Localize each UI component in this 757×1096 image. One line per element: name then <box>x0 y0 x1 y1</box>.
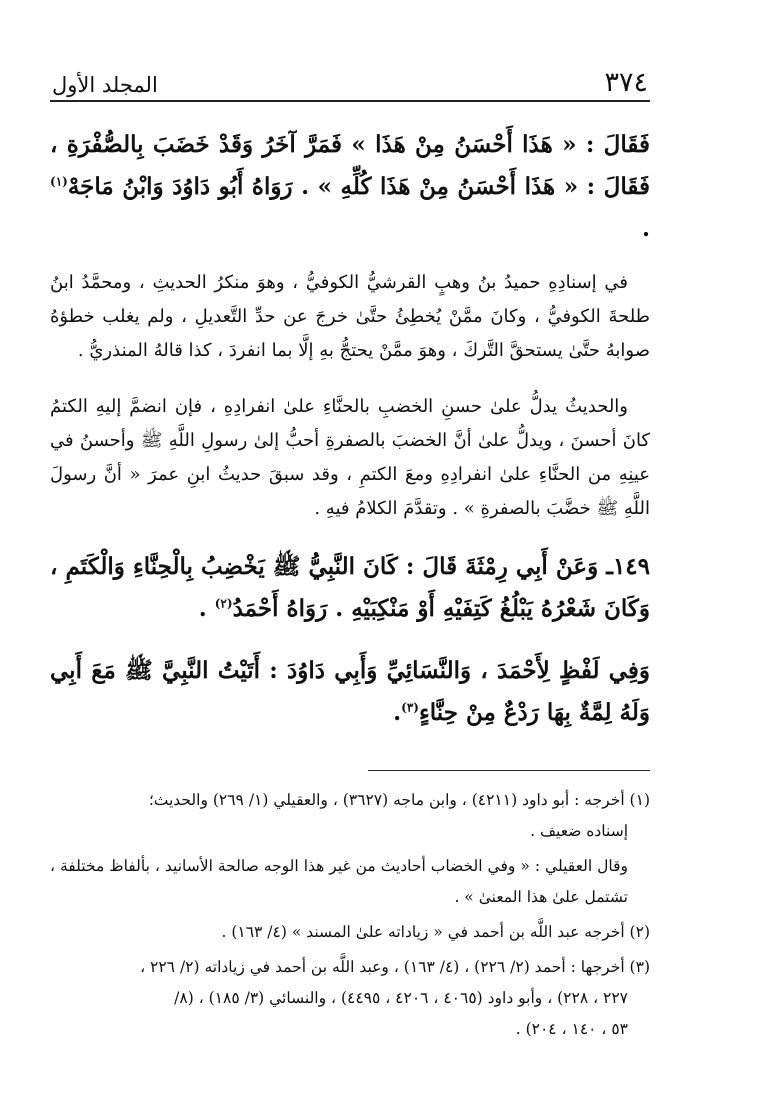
book-page <box>50 62 650 1072</box>
hadith-149-end: . <box>198 595 215 622</box>
page-header <box>50 62 650 102</box>
hadith-149-variant <box>50 650 650 734</box>
footnote-2: (٢) أخرجه عبد اللَّه بن أحمد في « زياداته علىٰ المسند » (٤/ ١٦٣) . <box>221 923 650 941</box>
hadith-148-ending <box>50 124 650 250</box>
footnote-3-line-1: (٣) أخرجها : أحمد (٢/ ٢٢٦) ، (٤/ ١٦٣) ، وعبد اللَّه بن أحمد في زياداته (٢/ ٢٢٦ ، <box>140 958 650 976</box>
hadith-148-end: . <box>641 215 650 242</box>
commentary-isnad: في إسنادِهِ حميدُ بنُ وهبٍ القرشيُّ الكوفيُّ ، وهوَ منكرُ الحديثِ ، ومحمَّدُ ابنُ طلحةَ الكوفيُّ ، وكانَ ممَّنْ يُخطِئُ حتَّىٰ خرجَ عن حدِّ التَّعديلِ ، ولم يغلب خطؤهُ صوابهُ حتَّىٰ يستحقَّ التَّركَ ، وهوَ ممَّنْ يحتجُّ بهِ إلَّا بما انفردَ ، كذا قالهُ المنذريُّ . <box>50 272 650 361</box>
footnote-3-line-3: ٥٣ ، ١٤٠ ، ٢٠٤) . <box>515 1020 628 1038</box>
hadith-149-variant-end: . <box>393 699 402 726</box>
footnote-1-line-2: إسناده ضعيف . <box>530 822 628 840</box>
hadith-149-text: ١٤٩ـ وَعَنْ أَبِي رِمْثَةَ قَالَ : كَانَ النَّبِيُّ ﷺ يَخْضِبُ بِالْحِنَّاءِ وَالْكَتَمِ ، وَكَانَ شَعْرُهُ يَبْلُغُ كَتِفَيْهِ أَوْ مَنْكِبَيْهِ . رَوَاهُ أَحْمَدُ <box>50 553 650 622</box>
footnote-3 <box>50 952 650 1045</box>
footnote-ref-3[interactable]: (٣) <box>401 700 419 715</box>
footnote-1-line-1: (١) أخرجه : أبو داود (٤٢١١) ، وابن ماجه (٣٦٢٧) ، والعقيلي (١/ ٢٦٩) والحديث؛ <box>148 791 650 809</box>
hadith-149-variant-text: وَفِي لَفْظٍ لِأَحْمَدَ ، وَالنَّسَائِيِّ وَأَبِي دَاوُدَ : أَتَيْتُ النَّبِيَّ ﷺ مَعَ أَبِي وَلَهُ لِمَّةٌ بِهَا رَدْعٌ مِنْ حِنَّاءٍ <box>50 657 650 726</box>
commentary-ruling: والحديثُ يدلُّ علىٰ حسنِ الخضبِ بالحنَّاءِ علىٰ انفرادِهِ ، فإن انضمَّ إليهِ الكتمُ كانَ أحسنَ ، ويدلُّ علىٰ أنَّ الخضبَ بالصفرةِ أحبُّ إلىٰ رسولِ اللَّهِ ﷺ وأحسنُ في عينِهِ من الحنَّاءِ علىٰ انفرادِهِ ومعَ الكتمِ ، وقد سبقَ حديثُ ابنِ عمرَ « أنَّ رسولَ اللَّهِ ﷺ خضَّبَ بالصفرةِ » . وتقدَّمَ الكلامُ فيهِ . <box>50 396 650 519</box>
footnotes <box>50 785 650 1045</box>
footnote-ref-2[interactable]: (٢) <box>214 596 233 611</box>
footnote-separator <box>368 770 650 771</box>
footnote-ref-1[interactable]: (١) <box>50 174 68 189</box>
page-number: ٣٧٤ <box>604 67 648 98</box>
footnote-3-line-2: ٢٢٧ ، ٢٢٨) ، وأبو داود (٤٠٦٥ ، ٤٢٠٦ ، ٤٤٩٥) ، والنسائي (٣/ ١٨٥) ، (٨/ <box>174 989 628 1007</box>
footnote-1 <box>50 785 650 847</box>
volume-title: المجلد الأول <box>52 73 158 97</box>
footnote-1-quote: وقال العقيلي : « وفي الخضاب أحاديث من غير هذا الوجه صالحة الأسانيد ، بألفاظ مختلفة ، تشتمل علىٰ هذا المعنىٰ » . <box>50 857 628 906</box>
hadith-148-text: فَقَالَ : « هَذَا أَحْسَنُ مِنْ هَذَا » فَمَرَّ آخَرُ وَقَدْ خَضَبَ بِالصُّفْرَةِ ، فَقَالَ : « هَذَا أَحْسَنُ مِنْ هَذَا كُلِّهِ » . رَوَاهُ أَبُو دَاوُدَ وَابْنُ مَاجَهْ <box>50 131 650 200</box>
hadith-149 <box>50 546 650 630</box>
